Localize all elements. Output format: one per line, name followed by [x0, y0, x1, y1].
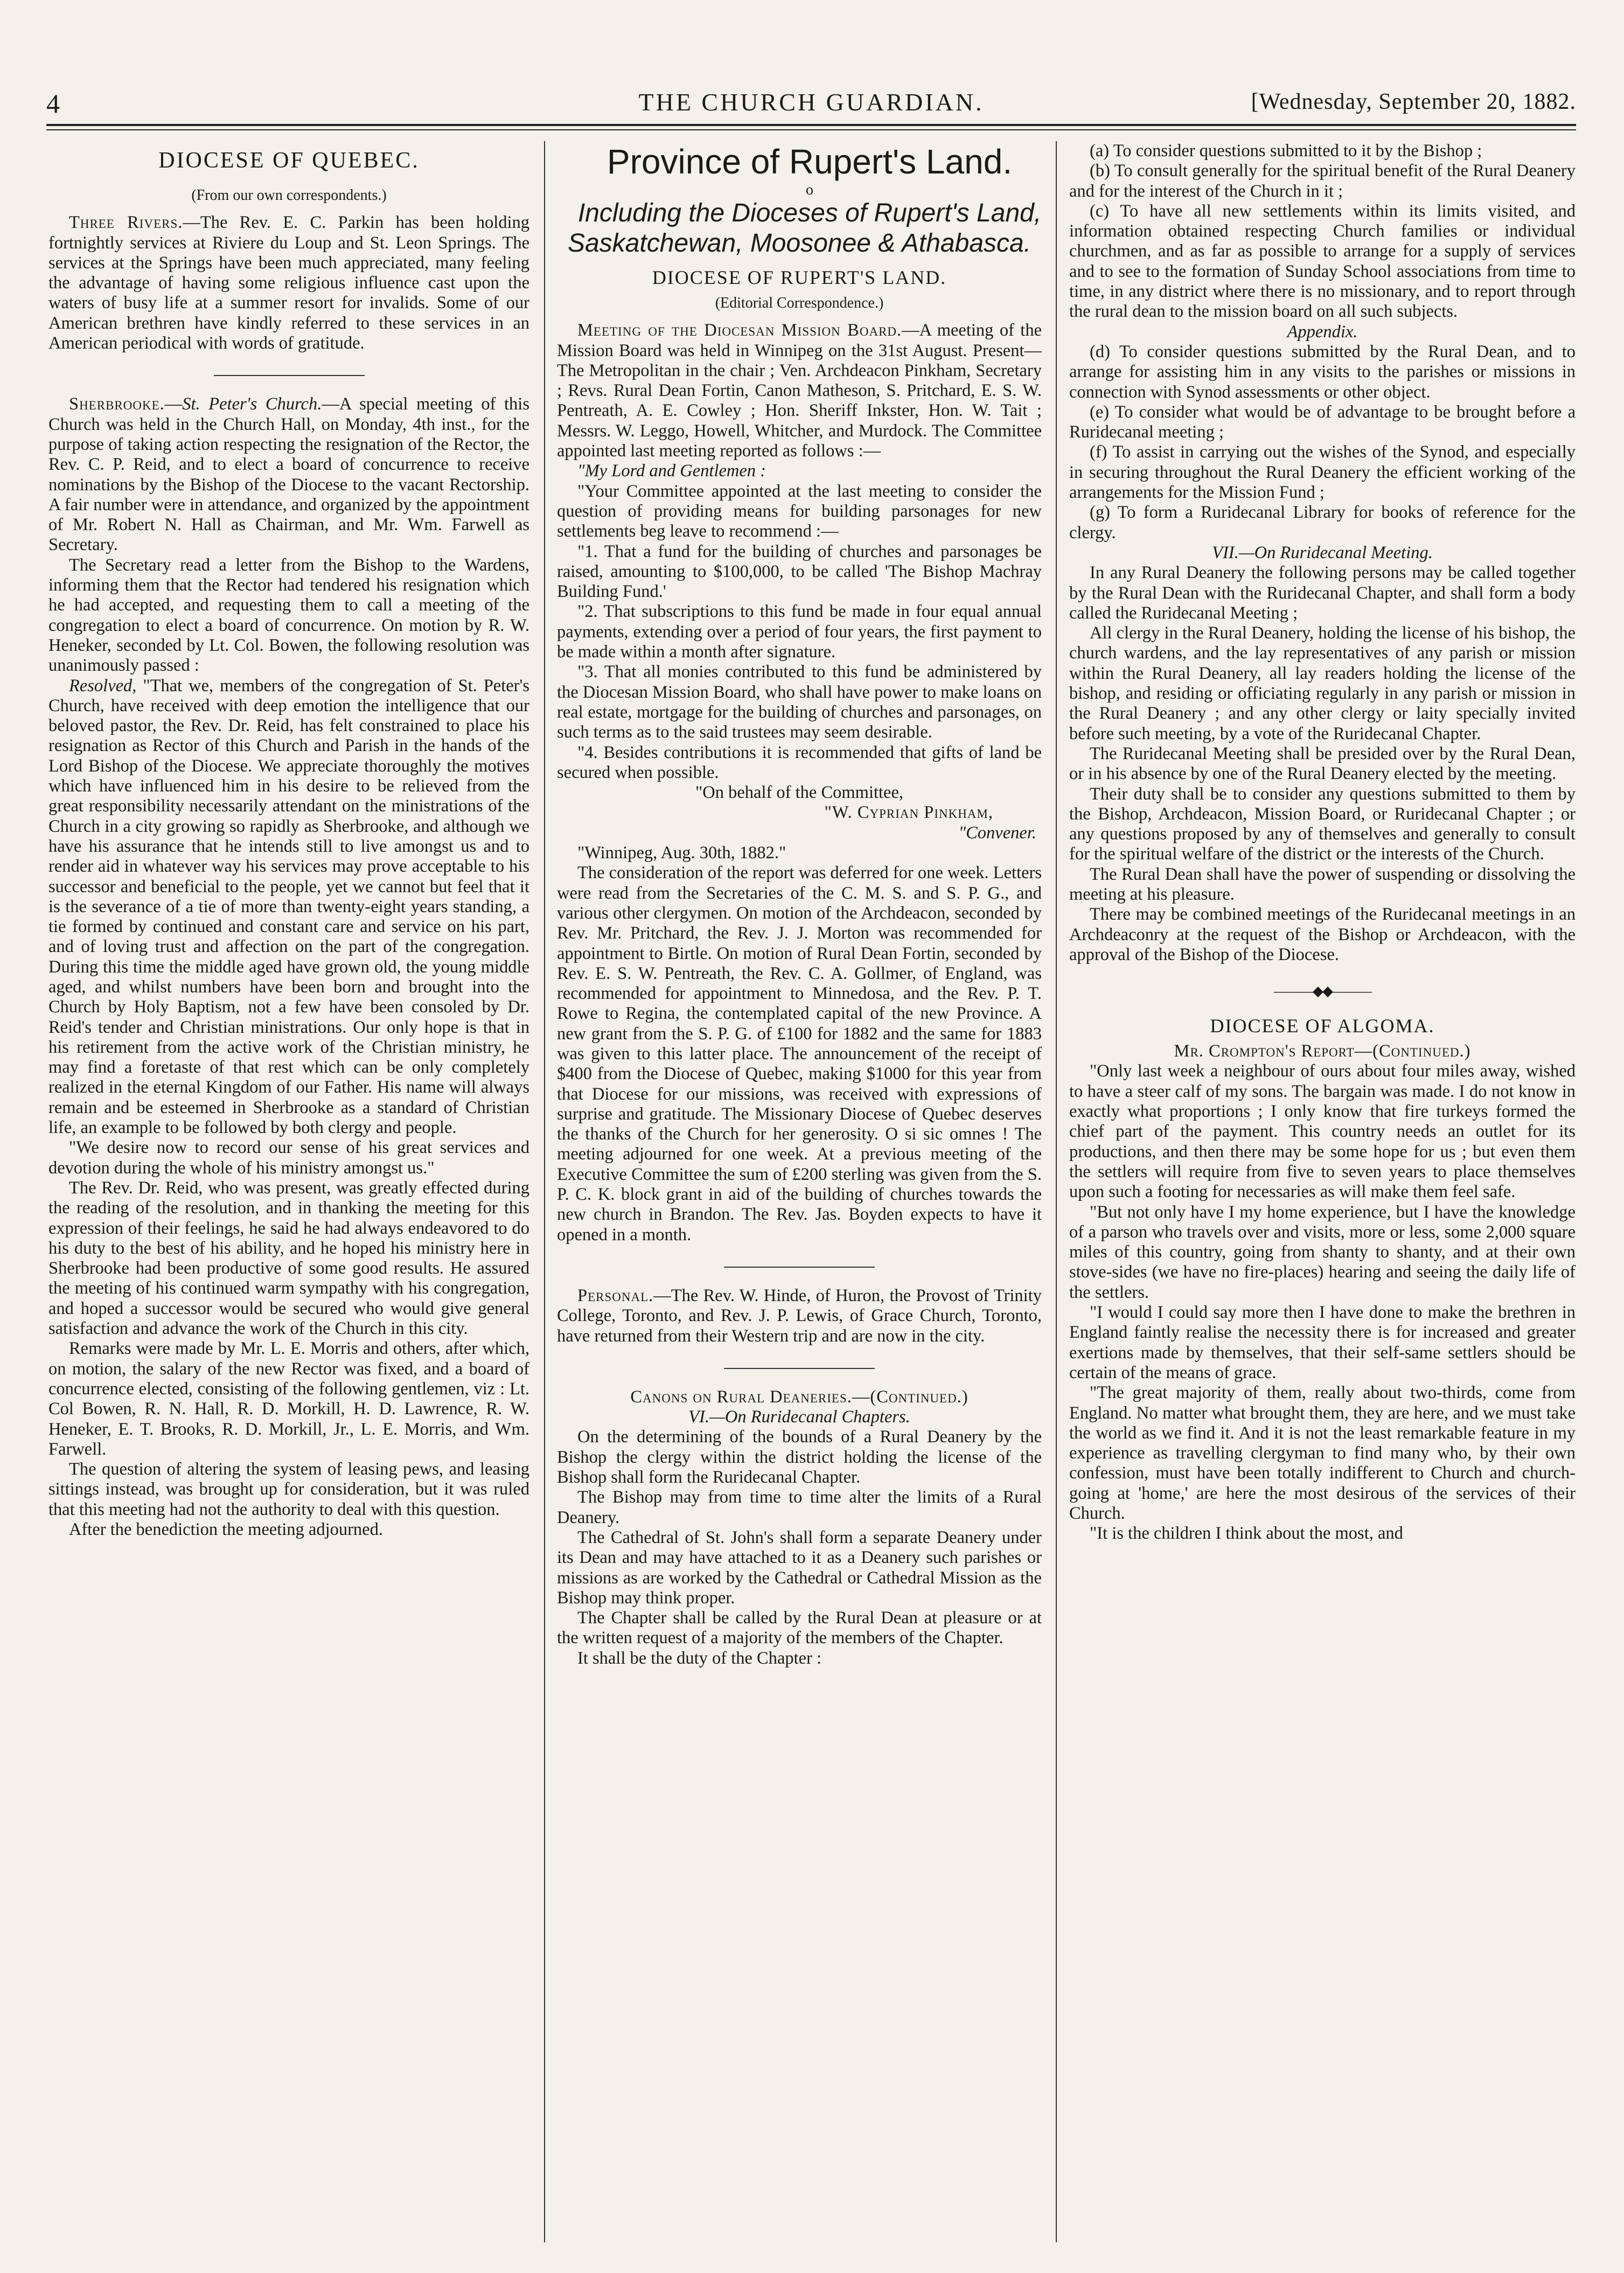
column-2 — [557, 141, 1042, 2242]
canon-clause: (d) To consider questions submitted by the Rural Dean, and to arrange for assisting him in any visits to the parishes or missions in connection with Synod assessments or other object. — [1069, 342, 1576, 402]
masthead — [46, 88, 1576, 121]
byline: (From our own correspondents.) — [191, 187, 387, 204]
column-1 — [48, 141, 529, 2242]
paragraph: It shall be the duty of the Chapter : — [577, 1648, 822, 1668]
diocese-heading: DIOCESE OF RUPERT'S LAND. — [652, 267, 947, 288]
paragraph: "2. That subscriptions to this fund be made in four equal annual payments, extending over a period of four years, the first payment to be made within a month after signature. — [557, 602, 1042, 662]
section-heading-quebec: DIOCESE OF QUEBEC. — [158, 148, 420, 173]
paragraph: "Only last week a neighbour of ours about four miles away, wished to have a steer calf of my sons. The bargain was made. I do not know in exactly what proportions ; I only know that fire turkeys formed the chief part of the payment. This country needs an outlet for its productions, and then there may be some hope for us ; but even them the settlers will require from five to seven years to place themselves upon such a footing for necessaries as will make them feel safe. — [1069, 1061, 1576, 1202]
canon-clause: (b) To consult generally for the spiritual benefit of the Rural Deanery and for the interest of the Church in it ; — [1069, 161, 1576, 201]
section-rule — [724, 1267, 875, 1268]
paragraph: The Chapter shall be called by the Rural Dean at pleasure or at the written request of a majority of the members of the Chapter. — [557, 1608, 1042, 1648]
signature-date: "Winnipeg, Aug. 30th, 1882." — [577, 843, 786, 863]
canon-clause: (f) To assist in carrying out the wishes of the Synod, and especially in securing throughout the Rural Deanery the efficient working of the arrangements for the Mission Fund ; — [1069, 442, 1576, 503]
paragraph: The Secretary read a letter from the Bishop to the Wardens, informing them that the Rector had tendered his resignation which he had accepted, and requesting them to call a meeting of the congregation to elect a board of concurrence. On motion by R. W. Heneker, seconded by Lt. Col. Bowen, the following resolution was unanimously passed : — [48, 555, 529, 676]
canon-clause: (e) To consider what would be of advantage to be brought before a Ruridecanal meeting ; — [1069, 402, 1576, 442]
masthead-rule-thin — [46, 129, 1576, 130]
report-heading: Mr. Crompton's Report—(Continued.) — [1174, 1041, 1471, 1061]
canons-heading: Canons on Rural Deaneries.—(Continued.) — [630, 1387, 968, 1407]
signature-title: "Convener. — [958, 823, 1036, 843]
paragraph: The question of altering the system of leasing pews, and leasing sittings instead, was brought up for consideration, but it was ruled that this meeting had not the authority to deal with this question. — [48, 1459, 529, 1519]
paragraph: The Rural Dean shall have the power of suspending or dissolving the meeting at his pleasure. — [1069, 864, 1576, 904]
paragraph: Meeting of the Diocesan Mission Board.—A meeting of the Mission Board was held in Winnipeg on the 31st August. Present—The Metropolitan in the chair ; Ven. Archdeacon Pinkham, Secretary ; Revs. Rural Dean Fortin, Canon Matheson, S. Pritchard, E. S. W. Pentreath, A. E. Cowley ; Hon. Sheriff Inkster, Hon. W. Tait ; Messrs. W. Leggo, Howell, Whitcher, and Murdock. The Committee appointed last meeting reported as follows :— — [557, 321, 1042, 461]
issue-date: [Wednesday, September 20, 1882. — [1251, 89, 1576, 114]
paragraph: "4. Besides contributions it is recommended that gifts of land be secured when possible. — [557, 742, 1042, 782]
paragraph: "The great majority of them, really about two-thirds, come from England. No matter what brought them, they are here, and we must take the world as we find it. And it is not the least remarkable feature in my experience as travelling clergyman to find many who, by their own confession, must have been totally indifferent to Church and church-going at 'home,' are here the most desirous of the services of their Church. — [1069, 1383, 1576, 1523]
paragraph: "But not only have I my home experience, but I have the knowledge of a parson who travels over and visits, more or less, some 2,000 square miles of this country, going from shanty to shanty, and at their own stove-sides (we have no fire-places) hearing and seeing the daily life of the settlers. — [1069, 1202, 1576, 1302]
appendix-heading: Appendix. — [1287, 322, 1358, 342]
section-heading-algoma: DIOCESE OF ALGOMA. — [1210, 1015, 1435, 1037]
paragraph: Sherbrooke.—St. Peter's Church.—A special meeting of this Church was held in the Church Hall, on Monday, 4th inst., for the purpose of taking action respecting the resignation of the Rector, the Rev. C. P. Reid, and to elect a board of concurrence to receive nominations by the Bishop of the Diocese to the vacant Rectorship. A fair number were in attendance, and organized by the appointment of Mr. Robert N. Hall as Chairman, and Mr. Wm. Farwell as Secretary. — [48, 394, 529, 555]
paragraph: After the benediction the meeting adjourned. — [69, 1520, 383, 1539]
paragraph: There may be combined meetings of the Ruridecanal meetings in an Archdeaconry at the request of the Bishop or Archdeacon, with the approval of the Bishop of the Diocese. — [1069, 905, 1576, 964]
paragraph: The Rev. Dr. Reid, who was present, was greatly effected during the reading of the resolution, and in thanking the meeting for this expression of their feelings, he said he had always endeavored to do his duty to the best of his ability, and he hoped his ministry here in Sherbrooke had been productive of some good results. He assured the meeting of his continued warm sympathy with his congregation, and hoped a successor would be secured who would give general satisfaction and advance the work of the Church in this city. — [48, 1178, 529, 1339]
canons-subheading: VI.—On Ruridecanal Chapters. — [688, 1407, 910, 1427]
province-subheading: Including the Dioceses of Rupert's Land, Saskatchewan, Moosonee & Athabasca. — [567, 199, 1042, 258]
paragraph: "I would I could say more then I have done to make the brethren in England faintly realise the necessity there is for increased and greater exertions made by themselves, that their self-same settlers should be certain of the means of grace. — [1069, 1303, 1576, 1382]
column-divider — [544, 141, 545, 2242]
section-rule — [724, 1368, 875, 1369]
column-3 — [1069, 141, 1576, 2242]
paragraph: The Cathedral of St. John's shall form a separate Deanery under its Dean and may have attached to it as a Deanery such parishes or missions as are worked by the Cathedral or Cathedral Mission as the Bishop may think proper. — [557, 1527, 1042, 1608]
paragraph: "Your Committee appointed at the last meeting to consider the question of providing means for building parsonages for new settlements beg leave to recommend :— — [557, 481, 1042, 541]
byline: (Editorial Correspondence.) — [715, 295, 884, 311]
paragraph: Remarks were made by Mr. L. E. Morris and others, after which, on motion, the salary of the new Rector was fixed, and a board of concurrence elected, consisting of the following gentlemen, viz : Lt. Col Bowen, R. N. Hall, R. D. Morkill, H. D. Lawrence, R. W. Heneker, E. T. Brooks, R. D. Morkill, Jr., L. E. Morris, and Wm. Farwell. — [48, 1339, 529, 1459]
ornament: o — [806, 182, 813, 198]
paragraph: In any Rural Deanery the following persons may be called together by the Rural Dean with the Ruridecanal Chapter, and shall form a body called the Ruridecanal Meeting ; — [1069, 563, 1576, 623]
paragraph: The Ruridecanal Meeting shall be presided over by the Rural Dean, or in his absence by one of the Rural Deanery elected by the meeting. — [1069, 743, 1576, 784]
paragraph: The consideration of the report was deferred for one week. Letters were read from the Secretaries of the C. M. S. and S. P. G., and various other clergymen. On motion of the Archdeacon, seconded by Rev. Mr. Pritchard, the Rev. J. J. Morton was recommended for appointment to Birtle. On motion of Rural Dean Fortin, seconded by Rev. E. S. W. Pentreath, the Rev. C. A. Gollmer, of England, was recommended for appointment to Minnedosa, and the Rev. P. T. Rowe to Regina, the contemplated capital of the new Province. A new grant from the S. P. G. of £100 for 1882 and the same for 1883 was given to this latter place. The announcement of the receipt of $400 from the Diocese of Quebec, making $1000 for this year from that Diocese for our missions, was received with expressions of surprise and gratitude. The Missionary Diocese of Quebec deserves the thanks of the Church for her generosity. O si sic omnes ! The meeting adjourned for one week. At a previous meeting of the Executive Committee the sum of £200 sterling was given from the S. P. C. K. block grant in aid of the building of churches towards the new church in Brandon. The Rev. Jas. Boyden expects to have it opened in a month. — [557, 863, 1042, 1245]
salutation: "My Lord and Gentlemen : — [577, 461, 766, 481]
province-heading: Province of Rupert's Land. — [607, 142, 1013, 181]
paragraph: The Bishop may from time to time alter the limits of a Rural Deanery. — [557, 1487, 1042, 1527]
ornamental-divider: ———◆◆——— — [1274, 983, 1371, 999]
newspaper-title: THE CHURCH GUARDIAN. — [638, 88, 984, 116]
masthead-rule — [46, 124, 1576, 126]
canon-clause: (g) To form a Ruridecanal Library for books of reference for the clergy. — [1069, 503, 1576, 543]
paragraph: "1. That a fund for the building of churches and parsonages be raised, amounting to $100,000, to be called 'The Bishop Machray Building Fund.' — [557, 541, 1042, 602]
paragraph: "It is the children I think about the most, and — [1090, 1524, 1403, 1544]
paragraph: Resolved, "That we, members of the congregation of St. Peter's Church, have received with deep emotion the intelligence that our beloved pastor, the Rev. Dr. Reid, has felt constrained to place his resignation as Rector of this Church and Parish in the hands of the Lord Bishop of the Diocese. We appreciate thoroughly the motives which have influenced him in his desire to be relieved from the great responsibility necessarily attendant on the ministrations of the Church in a city growing so rapidly as Sherbrooke, and although we have his assurance that he intends still to live amongst us and to render aid in whatever way his services may prove acceptable to his successor and beneficial to the people, yet we cannot but feel that it is the severance of a tie of more than twenty-eight years standing, a tie formed by continued and constant care and service on his part, and of loving trust and affection on the part of the congregation. During this time the middle aged have grown old, the young middle aged, and whilst numbers have been born and brought into the Church by Holy Baptism, not a few have been consoled by Dr. Reid's tender and Christian ministrations. Our only hope is that in his retirement from the active work of the Christian ministry, he may find a foretaste of that rest which can be only completely realized in the eternal Kingdom of our Father. His name will always remain and be esteemed in Sherbrooke as a standard of Christian life, an example to be followed by both clergy and people. — [48, 676, 529, 1138]
signature-line: "On behalf of the Committee, — [695, 783, 904, 803]
page-number: 4 — [46, 88, 61, 119]
paragraph: All clergy in the Rural Deanery, holding the license of his bishop, the church wardens, and the lay representatives of any parish or mission within the Rural Deanery, all lay readers holding the license of the bishop, and residing or officiating regularly in any parish or mission in the Rural Deanery ; and any other clergy or laity specially invited before such meeting, by a vote of the Ruridecanal Chapter. — [1069, 623, 1576, 743]
signature-name: "W. Cyprian Pinkham, — [824, 803, 993, 823]
paragraph: "3. That all monies contributed to this fund be administered by the Diocesan Mission Board, who shall have power to make loans on real estate, mortgage for the building of churches and parsonages, on such terms as to the said trustees may seem desirable. — [557, 662, 1042, 742]
canon-clause: (a) To consider questions submitted to it by the Bishop ; — [1090, 141, 1482, 161]
paragraph: Three Rivers.—The Rev. E. C. Parkin has been holding fortnightly services at Riviere du Loup and St. Leon Springs. The services at the Springs have been much appreciated, many feeling the advantage of having some religious influence cast upon the waters of busy life at a summer resort for invalids. Some of our American brethren have kindly referred to these services in an American periodical with words of gratitude. — [48, 213, 529, 353]
paragraph: Their duty shall be to consider any questions submitted to them by the Bishop, Archdeacon, Mission Board, or Ruridecanal Chapter ; or any questions proposed by any of themselves and generally to consult for the spiritual welfare of the district or the interests of the Church. — [1069, 784, 1576, 864]
canon-section-heading: VII.—On Ruridecanal Meeting. — [1212, 543, 1433, 562]
canon-clause: (c) To have all new settlements within its limits visited, and information obtained respecting Church families or individual churchmen, and as far as possible to arrange for a supply of services and to see to the formation of Sunday School associations from time to time, in any district where there is no missionary, and to report through the rural dean to the mission board on all such subjects. — [1069, 201, 1576, 322]
paragraph: Personal.—The Rev. W. Hinde, of Huron, the Provost of Trinity College, Toronto, and Rev. J. P. Lewis, of Grace Church, Toronto, have returned from their Western trip and are now in the city. — [557, 1285, 1042, 1346]
paragraph: "We desire now to record our sense of his great services and devotion during the whole of his ministry amongst us." — [48, 1138, 529, 1178]
paragraph: On the determining of the bounds of a Rural Deanery by the Bishop the clergy within the district holding the license of the Bishop shall form the Ruridecanal Chapter. — [557, 1427, 1042, 1487]
section-rule — [214, 375, 365, 376]
column-divider — [1056, 141, 1057, 2242]
